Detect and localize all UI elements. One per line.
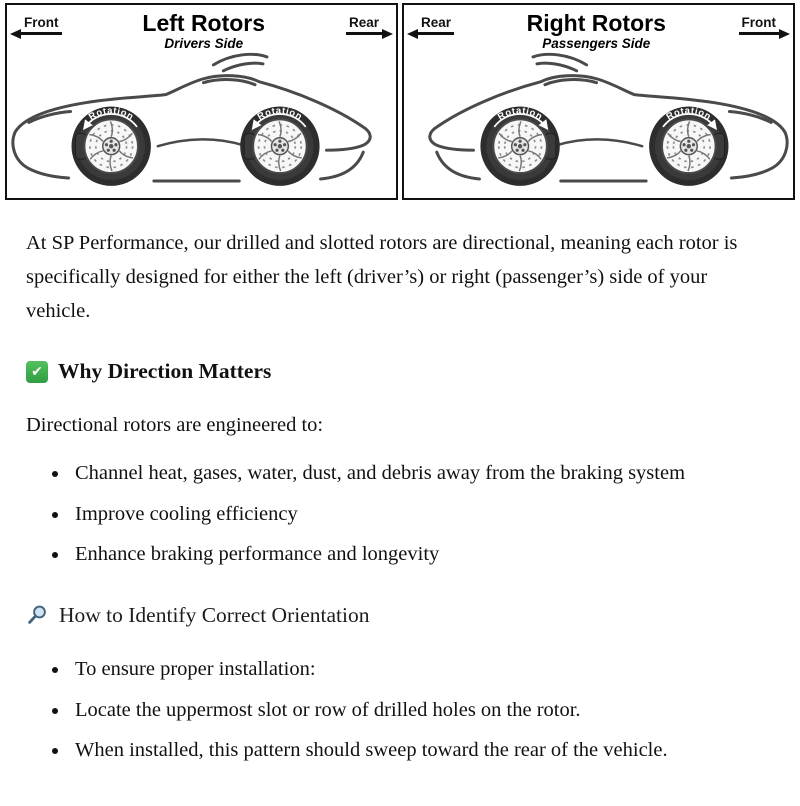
why-direction-heading bbox=[26, 354, 774, 389]
left-rotors-panel bbox=[5, 3, 398, 200]
car-facing-right bbox=[430, 55, 787, 187]
list-item: • Improve cooling efficiency bbox=[70, 498, 774, 532]
left-panel-header bbox=[7, 5, 396, 51]
article-body bbox=[0, 203, 800, 806]
why-direction-title: Why Direction Matters bbox=[58, 359, 272, 384]
panel-subtitle: Drivers Side bbox=[164, 36, 244, 52]
front-arrow-label bbox=[21, 15, 62, 35]
panel-title: Left Rotors bbox=[142, 10, 266, 36]
panel-subtitle: Passengers Side bbox=[542, 36, 651, 52]
orientation-bullet-list bbox=[26, 653, 774, 768]
list-item: • Enhance braking performance and longevity bbox=[70, 538, 774, 572]
rear-label: Rear bbox=[421, 15, 452, 30]
rotation-label-rear-wheel: Rotation bbox=[495, 104, 546, 123]
list-item: • Channel heat, gases, water, dust, and debris away from the braking system bbox=[70, 457, 774, 491]
right-rotors-panel bbox=[402, 3, 795, 200]
front-label: Front bbox=[741, 15, 776, 30]
front-arrow-label bbox=[739, 15, 780, 35]
right-panel-titles bbox=[454, 12, 738, 51]
panel-title: Right Rotors bbox=[526, 10, 666, 36]
rotor-direction-diagram bbox=[0, 0, 800, 203]
rotation-label-front-wheel: Rotation bbox=[86, 104, 137, 123]
rotation-label-rear-wheel: Rotation bbox=[255, 104, 305, 123]
front-label: Front bbox=[24, 15, 59, 30]
list-item: • When installed, this pattern should sweep toward the rear of the vehicle. bbox=[70, 734, 774, 768]
left-panel-titles bbox=[62, 12, 346, 51]
magnifying-glass-icon bbox=[26, 604, 49, 627]
check-mark-icon bbox=[26, 361, 48, 383]
rear-label: Rear bbox=[348, 15, 379, 30]
car-facing-left bbox=[13, 55, 370, 187]
rear-arrow-label bbox=[346, 15, 382, 35]
car-right-illustration bbox=[404, 47, 793, 198]
rotation-label-front-wheel: Rotation bbox=[663, 104, 714, 123]
why-direction-bullet-list bbox=[26, 457, 774, 572]
engineered-lead: Directional rotors are engineered to: bbox=[26, 414, 324, 437]
car-left-illustration bbox=[7, 47, 396, 198]
list-item: • Locate the uppermost slot or row of drilled holes on the rotor. bbox=[70, 694, 774, 728]
right-panel-header bbox=[404, 5, 793, 51]
intro-paragraph: At SP Performance, our drilled and slotted rotors are directional, meaning each rotor is specifically designed for either the left (driver’s) or right (passenger’s) side of your vehicle. bbox=[26, 232, 738, 322]
orientation-heading bbox=[26, 598, 774, 633]
list-item: • To ensure proper installation: bbox=[70, 653, 774, 687]
orientation-title: How to Identify Correct Orientation bbox=[59, 602, 370, 627]
rear-arrow-label bbox=[418, 15, 454, 35]
